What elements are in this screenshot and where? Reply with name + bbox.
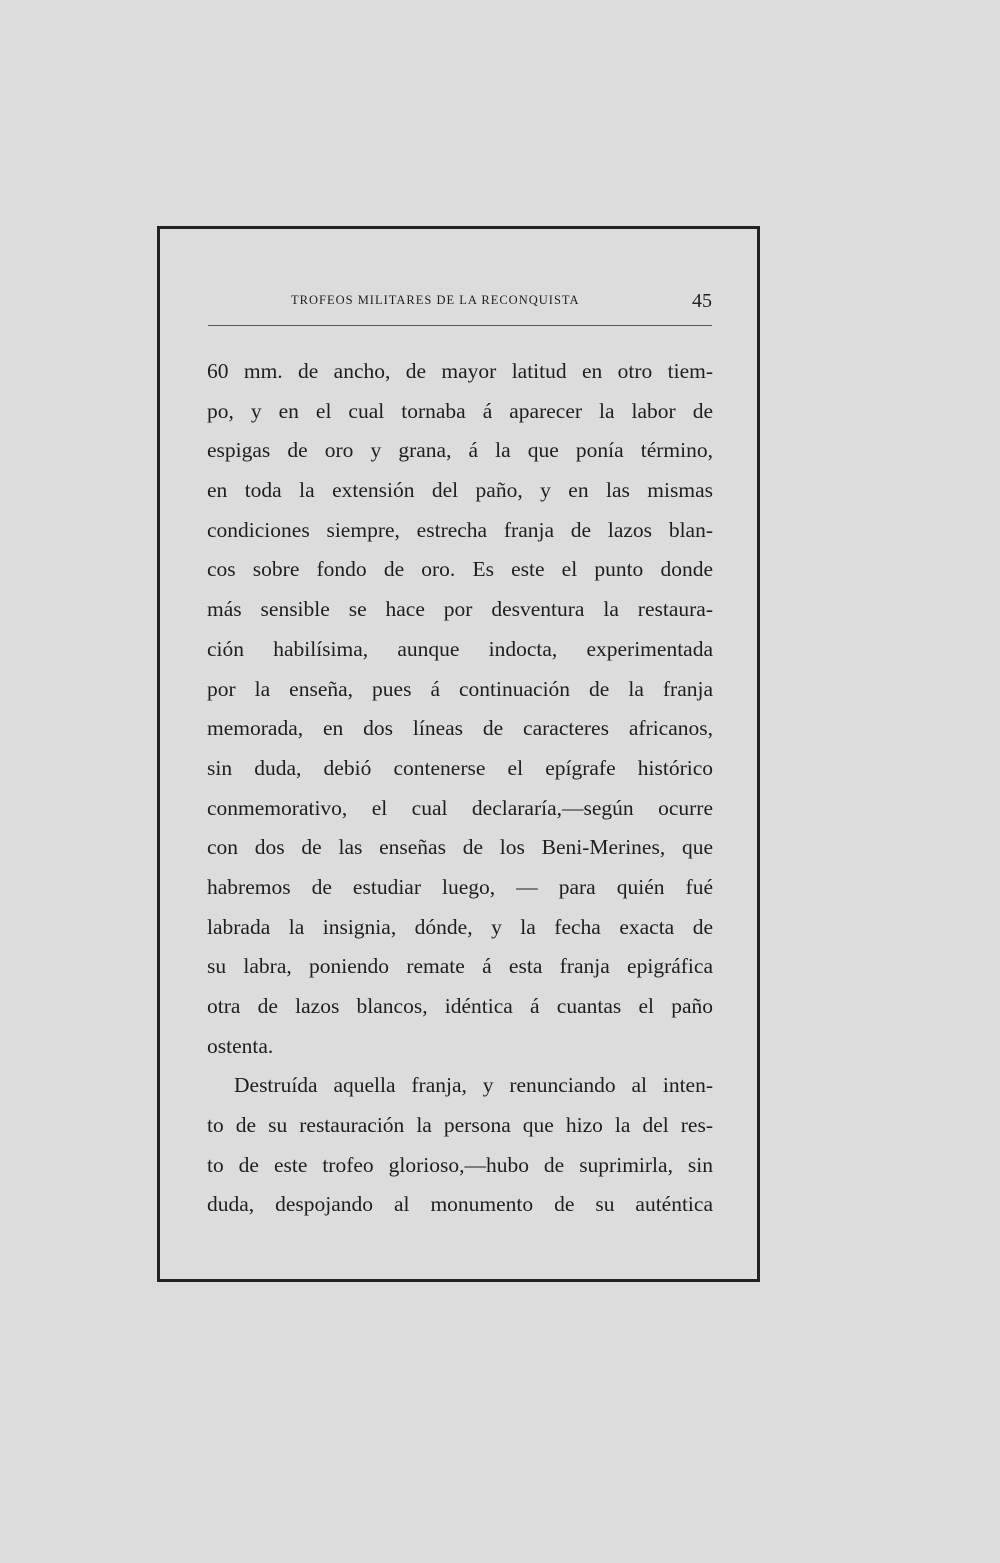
- text-line: ostenta.: [207, 1033, 274, 1058]
- text-line: espigas de oro y grana, á la que ponía término,: [207, 438, 713, 463]
- text-line: po, y en el cual tornaba á aparecer la labor de: [207, 398, 713, 423]
- text-line: memorada, en dos líneas de caracteres africanos,: [207, 716, 713, 741]
- running-header: [208, 290, 712, 314]
- paragraph-2: [207, 1066, 713, 1225]
- text-line: Destruída aquella franja, y renunciando al inten-: [234, 1073, 713, 1098]
- page-number: 45: [692, 290, 712, 312]
- text-line: en toda la extensión del paño, y en las mismas: [207, 478, 713, 503]
- text-line: labrada la insignia, dónde, y la fecha exacta de: [207, 914, 713, 939]
- body-text: [207, 352, 713, 1225]
- text-line: otra de lazos blancos, idéntica á cuantas el paño: [207, 994, 713, 1018]
- text-line: condiciones siempre, estrecha franja de lazos blan-: [207, 517, 713, 542]
- running-title: TROFEOS MILITARES DE LA RECONQUISTA: [291, 293, 580, 307]
- header-rule: [208, 325, 712, 326]
- text-line: conmemorativo, el cual declararía,—según ocurre: [207, 795, 713, 820]
- paragraph-1: [207, 352, 713, 1066]
- text-line: cos sobre fondo de oro. Es este el punto donde: [207, 557, 713, 582]
- text-line: to de su restauración la persona que hizo la del res-: [207, 1113, 713, 1138]
- text-line: por la enseña, pues á continuación de la franja: [207, 676, 713, 701]
- text-line: más sensible se hace por desventura la restaura-: [207, 597, 713, 622]
- text-line: to de este trofeo glorioso,—hubo de suprimirla, sin: [207, 1152, 713, 1177]
- text-line: duda, despojando al monumento de su auténtica: [207, 1192, 713, 1217]
- text-line: 60 mm. de ancho, de mayor latitud en otro tiem-: [207, 359, 713, 383]
- text-line: ción habilísima, aunque indocta, experimentada: [207, 636, 713, 661]
- text-line: habremos de estudiar luego, — para quién fué: [207, 874, 713, 899]
- text-line: con dos de las enseñas de los Beni-Merines, que: [207, 835, 713, 860]
- text-line: su labra, poniendo remate á esta franja epigráfica: [207, 954, 713, 979]
- text-line: sin duda, debió contenerse el epígrafe histórico: [207, 755, 713, 780]
